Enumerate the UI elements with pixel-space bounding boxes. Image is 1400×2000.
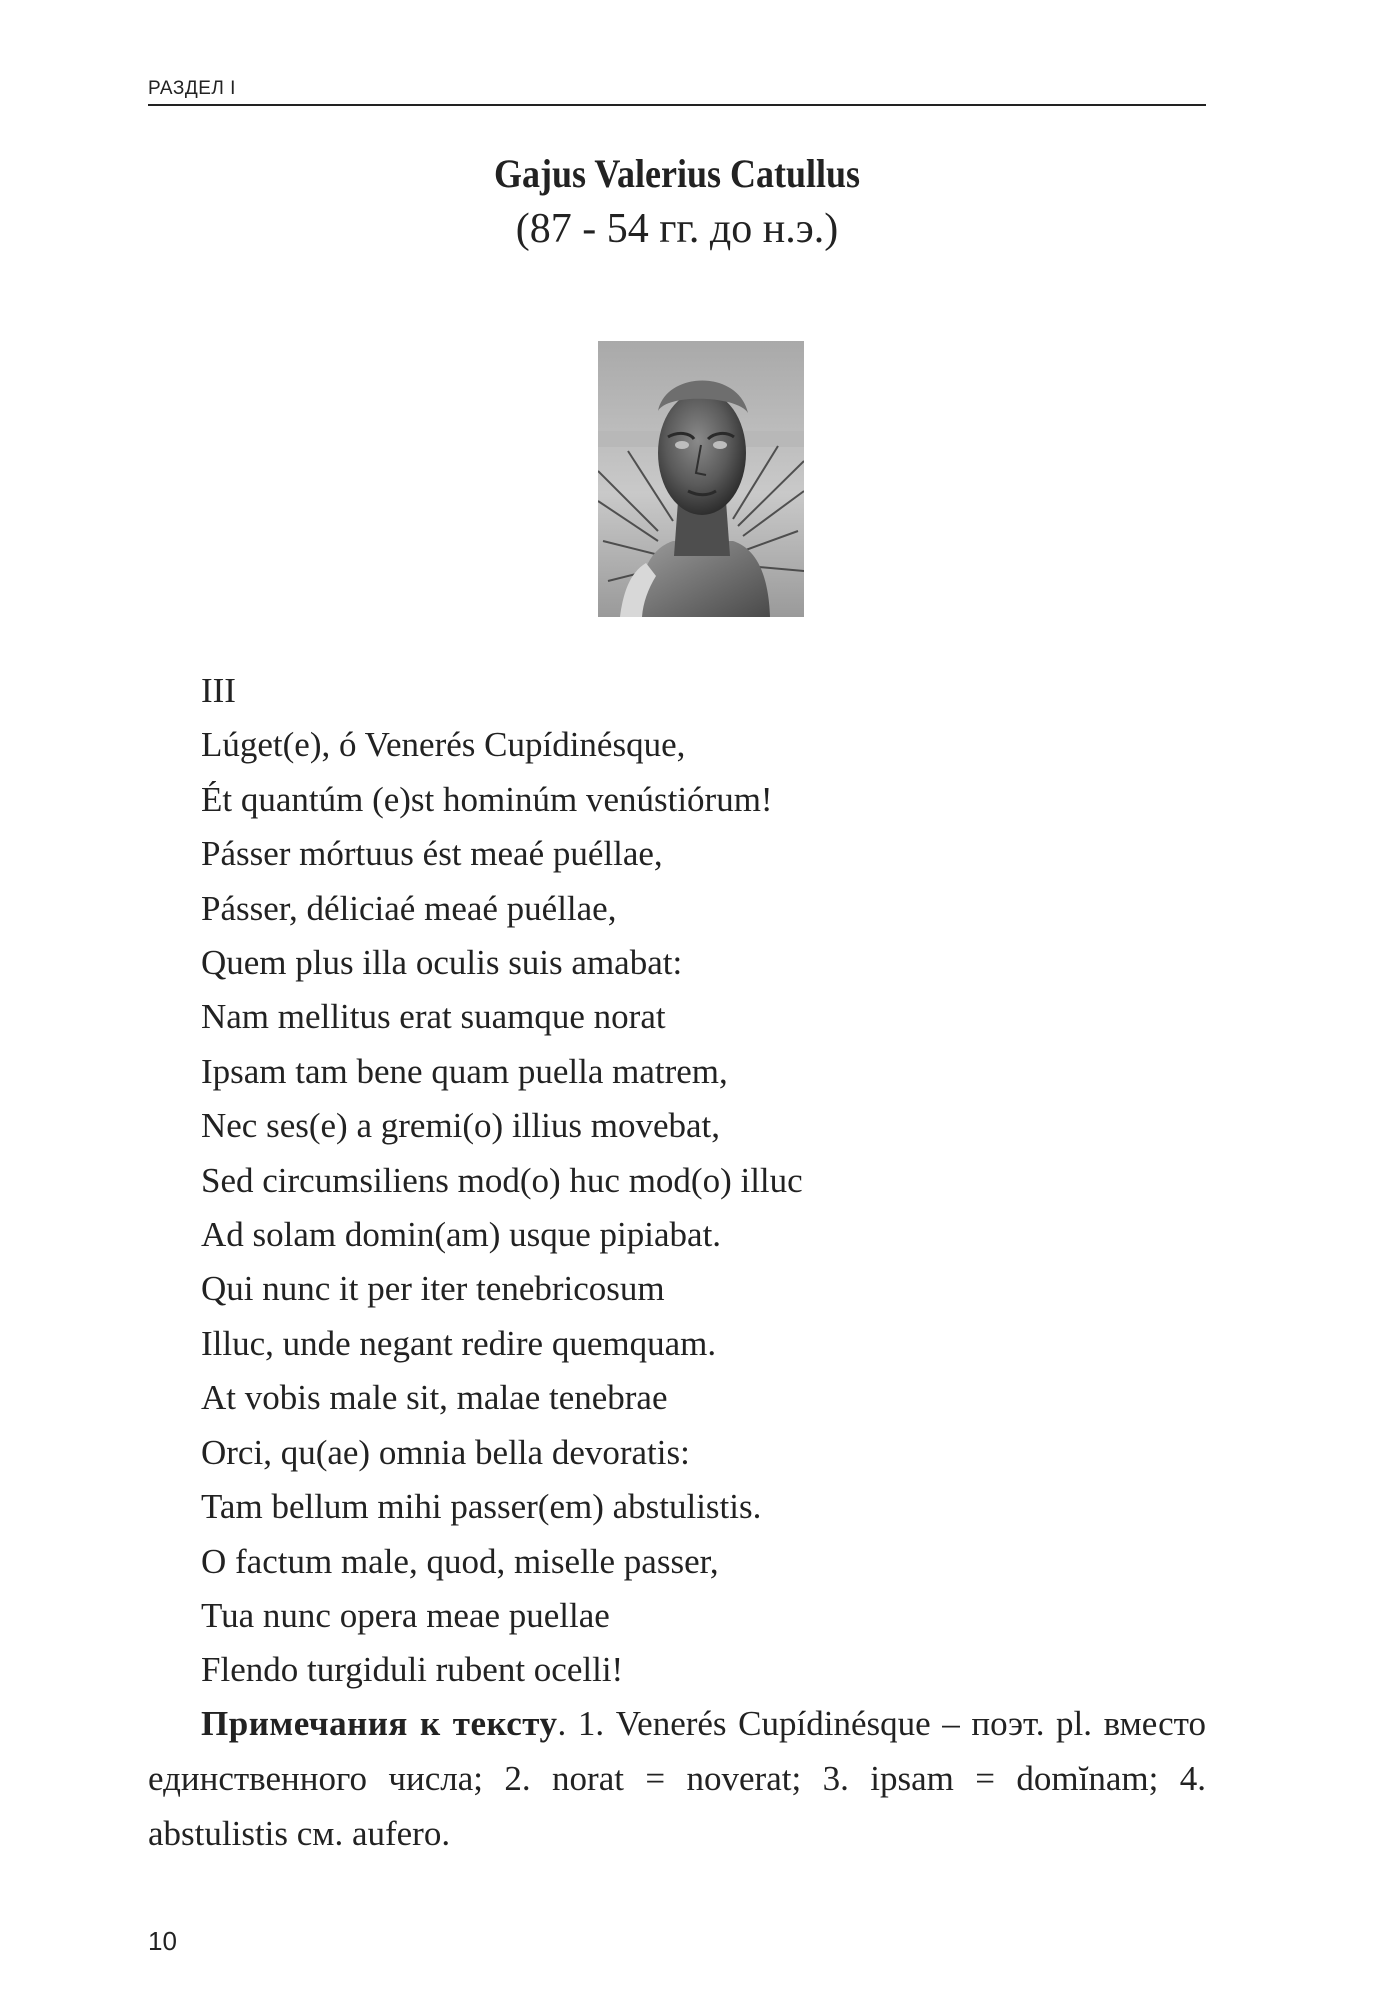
poem-line: Qui nunc it per iter tenebricosum [201,1269,665,1309]
poem [201,664,803,1698]
poem-line: Flendo turgiduli rubent ocelli! [201,1650,624,1690]
header-rule [148,104,1206,106]
poem-line: Ad solam domin(am) usque pipiabat. [201,1215,722,1255]
poem-line: Tam bellum mihi passer(em) abstulistis. [201,1487,762,1527]
page-number: 10 [148,1926,177,1956]
poem-line: Tua nunc opera meae puellae [201,1595,610,1635]
poem-line: Nam mellitus erat suamque norat [201,997,666,1037]
poem-line: Quem plus illa oculis suis amabat: [201,943,683,983]
poem-line: Orci, qu(ae) omnia bella devoratis: [201,1432,690,1472]
poem-line: Pásser, déliciaé meaé puéllae, [201,888,617,928]
poem-line: At vobis male sit, malae tenebrae [201,1378,668,1418]
poet-name-title: Gajus Valerius Catullus [493,151,861,196]
notes-body: . 1. Venerés Cupídinésque – поэт. pl. вместо единственного числа; 2. norat = noverat; 3. ipsam = domĭnam; 4. abstulistis см. aufero. [148,1704,1206,1853]
poem-line: Ipsam tam bene quam puella matrem, [201,1051,728,1091]
poem-line: Illuc, unde negant redire quemquam. [201,1323,717,1363]
poet-dates-subtitle: (87 - 54 гг. до н.э.) [515,206,839,252]
running-head: РАЗДЕЛ I [148,78,236,99]
poem-line: Sed circumsiliens mod(o) huc mod(o) illuc [201,1160,803,1200]
poem-line: Nec ses(e) a gremi(o) illius movebat, [201,1106,720,1146]
poem-line: Lúget(e), ó Venerés Cupídinésque, [201,725,686,765]
poem-line: Pásser mórtuus ést meaé puéllae, [201,834,663,874]
text-notes [148,1696,1206,1861]
poem-number: III [201,671,236,710]
poem-line: O factum male, quod, miselle passer, [201,1541,719,1581]
poem-line: Ét quantúm (e)st hominúm venústiórum! [201,779,773,819]
bust-portrait-image [598,341,804,617]
notes-label: Примечания к тексту [201,1704,558,1743]
